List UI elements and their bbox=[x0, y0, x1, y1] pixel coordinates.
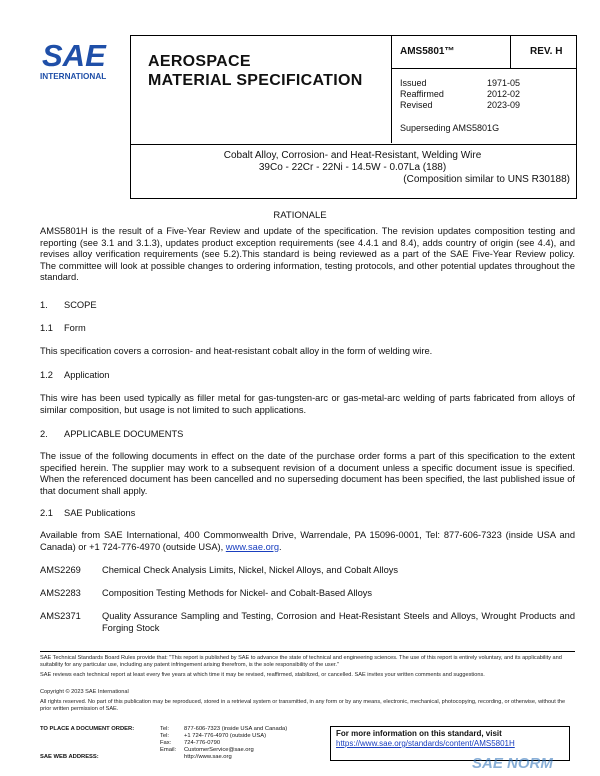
section-number: 2.1 bbox=[40, 508, 53, 518]
description-line-3: (Composition similar to UNS R30188) bbox=[403, 174, 570, 185]
reference-row bbox=[40, 588, 575, 600]
sae-logo-brand: SAE bbox=[42, 38, 106, 73]
date-value: 2023-09 bbox=[486, 100, 520, 110]
sae-web-address-link[interactable]: http://www.sae.org bbox=[184, 754, 232, 760]
section-1-1-heading bbox=[40, 323, 86, 333]
footer-divider bbox=[40, 651, 575, 652]
reference-title: Composition Testing Methods for Nickel- and Cobalt-Based Alloys bbox=[102, 588, 373, 598]
contact-value: 877-606-7323 (inside USA and Canada) bbox=[184, 726, 288, 732]
footer-copyright: Copyright © 2023 SAE International bbox=[40, 689, 129, 695]
date-row-reaffirmed bbox=[400, 89, 520, 100]
section-number: 1.2 bbox=[40, 370, 53, 380]
standard-page-link[interactable]: https://www.sae.org/standards/content/AMS5801H bbox=[336, 739, 515, 748]
document-type-title bbox=[148, 52, 363, 90]
document-number: AMS5801™ bbox=[400, 46, 455, 57]
material-description bbox=[130, 150, 575, 186]
rationale-heading: RATIONALE bbox=[273, 210, 327, 221]
footer-review: SAE reviews each technical report at least every five years at which time it may be revised, reaffirmed, stabilized, or cancelled. SAE invites your written comments and suggestions. bbox=[40, 672, 485, 678]
sentence-end: . bbox=[279, 541, 282, 552]
customer-service-email[interactable]: CustomerService@sae.org bbox=[184, 747, 254, 753]
watermark-logo bbox=[470, 752, 592, 774]
rationale-text: AMS5801H is the result of a Five-Year Review and update of the specification. The revision updates composition testing and reporting (see 3.1 and 3.1.3), updates product exception requirements (see 4.4.1 and 8.4), adds country of origin (see 4.4), and revises alloy verification requirements (see 5.2).This standard is being reviewed as a part of the SAE Five-Year Review policy. The committee will look at possible changes to ordering information, testing protocols, and other potential updates throughout the standard. bbox=[40, 226, 575, 282]
reference-title: Quality Assurance Sampling and Testing, Corrosion and Heat-Resistant Steels and Alloys, Wrought Products and Forging Stock bbox=[102, 611, 575, 633]
header-divider-h bbox=[391, 68, 576, 69]
contact-key: Email: bbox=[160, 747, 177, 753]
reference-code: AMS2371 bbox=[40, 611, 81, 621]
reference-code: AMS2269 bbox=[40, 565, 81, 575]
contact-value: +1 724-776-4970 (outside USA) bbox=[184, 733, 267, 739]
title-line-1: AEROSPACE bbox=[148, 53, 251, 70]
section-1-1-text: This specification covers a corrosion- and heat-resistant cobalt alloy in the form of welding wire. bbox=[40, 346, 433, 356]
section-number: 1.1 bbox=[40, 323, 53, 333]
reference-title: Chemical Check Analysis Limits, Nickel, Nickel Alloys, and Cobalt Alloys bbox=[102, 565, 399, 575]
date-value: 2012-02 bbox=[486, 89, 520, 99]
section-title: SAE Publications bbox=[64, 508, 136, 518]
date-row-issued bbox=[400, 78, 520, 89]
watermark-text: SAE NORM bbox=[472, 755, 553, 772]
section-1-heading bbox=[40, 300, 97, 310]
description-line-2: 39Co - 22Cr - 22Ni - 14.5W - 0.07La (188) bbox=[258, 162, 447, 173]
date-value: 1971-05 bbox=[486, 78, 520, 88]
contact-key: Tel: bbox=[160, 733, 170, 739]
date-label: Reaffirmed bbox=[400, 89, 444, 99]
date-table bbox=[400, 78, 520, 111]
order-label: TO PLACE A DOCUMENT ORDER: bbox=[40, 726, 135, 732]
revision-label: REV. H bbox=[530, 46, 563, 57]
reference-row bbox=[40, 565, 575, 577]
header-divider-rev bbox=[510, 35, 511, 68]
more-info-text: For more information on this standard, visit bbox=[336, 729, 502, 738]
publisher-address: Available from SAE International, 400 Commonwealth Drive, Warrendale, PA 15096-0001, Tel: 877-606-7323 (inside USA and Canada) or +1 724-776-4970 (outside USA), bbox=[40, 530, 575, 552]
sae-logo-sub: INTERNATIONAL bbox=[40, 72, 107, 81]
section-title: Form bbox=[64, 323, 86, 333]
title-line-2: MATERIAL SPECIFICATION bbox=[148, 72, 363, 89]
order-contact bbox=[40, 726, 287, 761]
description-line-1: Cobalt Alloy, Corrosion- and Heat-Resistant, Welding Wire bbox=[223, 150, 482, 161]
date-row-revised bbox=[400, 100, 520, 111]
section-2-1-heading bbox=[40, 508, 135, 518]
date-label: Issued bbox=[400, 78, 427, 88]
date-label: Revised bbox=[400, 100, 433, 110]
contact-key: Tel: bbox=[160, 726, 170, 732]
footer-rules: SAE Technical Standards Board Rules provide that: "This report is published by SAE to advance the state of technical and engineering sciences. The use of this report is entirely voluntary, and its applicability and suitability for any particular use, including any patent infringement arising therefrom, is the sole responsibility of the user." bbox=[40, 655, 562, 668]
sae-logo bbox=[40, 36, 112, 82]
reference-code: AMS2283 bbox=[40, 588, 81, 598]
section-1-2-text: This wire has been used typically as filler metal for gas-tungsten-arc or gas-metal-arc welding of parts fabricated from alloys of similar composition, but usage is not limited to such applications. bbox=[40, 393, 575, 415]
header-divider bbox=[391, 35, 392, 143]
contact-value: 724-776-0790 bbox=[184, 740, 221, 746]
section-2-text: The issue of the following documents in effect on the date of the purchase order forms a part of this specification to the extent specified herein. The supplier may work to a subsequent revision of a document unless a specific document issue is specified. When the referenced document has been cancelled and no superseding document has been specified, the last published issue of that document shall apply. bbox=[40, 451, 575, 496]
contact-key: Fax: bbox=[160, 740, 172, 746]
section-number: 2. bbox=[40, 429, 48, 439]
section-1-2-heading bbox=[40, 370, 109, 380]
superseding-note: Superseding AMS5801G bbox=[400, 123, 500, 133]
section-2-1-text bbox=[40, 530, 575, 553]
section-title: APPLICABLE DOCUMENTS bbox=[64, 429, 184, 439]
section-2-heading bbox=[40, 429, 183, 439]
footer-rights: All rights reserved. No part of this publication may be reproduced, stored in a retrieval system or transmitted, in any form or by any means, electronic, mechanical, photocopying, recording, or otherwise, without the prior written permission of SAE. bbox=[40, 699, 566, 712]
web-label: SAE WEB ADDRESS: bbox=[40, 754, 99, 760]
section-title: SCOPE bbox=[64, 300, 97, 310]
sae-website-link[interactable]: www.sae.org bbox=[225, 541, 280, 552]
reference-row bbox=[40, 611, 575, 635]
section-title: Application bbox=[64, 370, 110, 380]
section-number: 1. bbox=[40, 300, 48, 310]
